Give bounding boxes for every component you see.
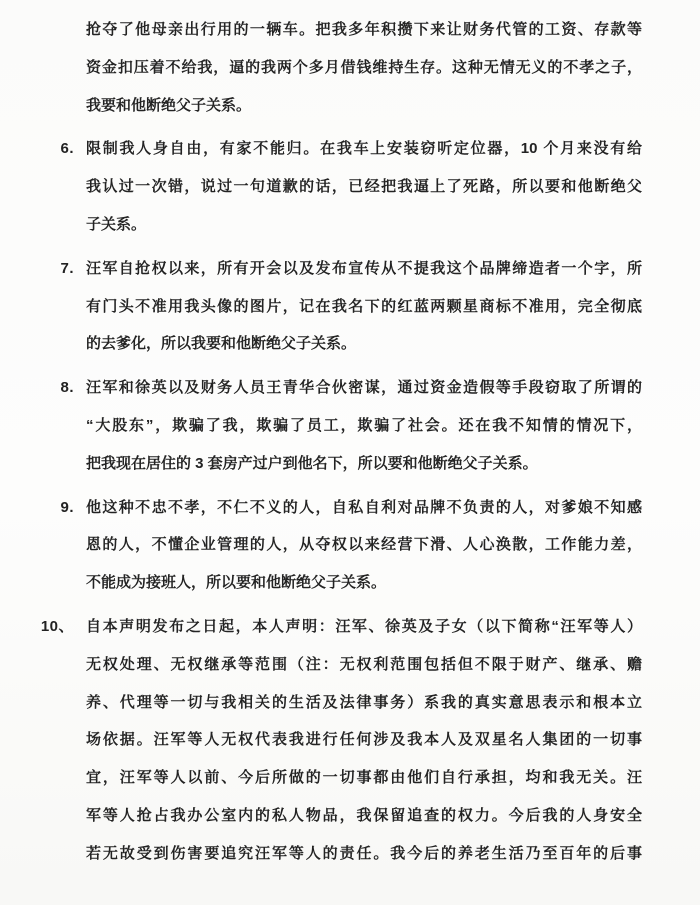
text-line: 汪军和徐英以及财务人员王青华合伙密谋，通过资金造假等手段窃取了所谓的 (86, 379, 642, 397)
paragraph-number: 10、 (40, 617, 74, 635)
text-line: 自本声明发布之日起，本人声明：汪军、徐英及子女（以下简称“汪军等人） (86, 617, 642, 635)
text-line: 的去爹化，所以我要和他断绝父子关系。 (86, 335, 357, 353)
paragraph-number: 8. (60, 379, 74, 397)
text-line: 无权处理、无权继承等范围（注：无权利范围包括但不限于财产、继承、赡 (86, 655, 642, 673)
text-line: 场依据。汪军等人无权代表我进行任何涉及我本人及双星名人集团的一切事 (86, 731, 642, 749)
text-line: 有门头不准用我头像的图片，记在我名下的红蓝两颗星商标不准用，完全彻底 (86, 297, 642, 315)
text-line: 抢夺了他母亲出行用的一辆车。把我多年积攒下来让财务代管的工资、存款等 (86, 21, 642, 38)
paragraph-number: 6. (60, 140, 74, 158)
paragraph-item-7 (60, 250, 642, 363)
text-line: 宜，汪军等人以前、今后所做的一切事都由他们自行承担，均和我无关。汪 (86, 769, 642, 787)
paragraph-item-10 (40, 608, 642, 873)
paragraph-item-8 (60, 369, 642, 482)
text-line: 子关系。 (86, 215, 147, 233)
paragraph-number: 7. (60, 259, 74, 277)
paragraph-number: 9. (60, 498, 74, 516)
text-line: 我要和他断绝父子关系。 (86, 96, 252, 114)
text-line: 若无故受到伤害要追究汪军等人的责任。我今后的养老生活乃至百年的后事 (86, 844, 642, 862)
text-line: 他这种不忠不孝，不仁不义的人，自私自利对品牌不负责的人，对爹娘不知感 (86, 498, 642, 516)
text-line: 养、代理等一切与我相关的生活及法律事务）系我的真实意思表示和根本立 (86, 693, 642, 711)
text-line: 不能成为接班人，所以要和他断绝父子关系。 (86, 574, 387, 592)
text-line: 汪军自抢权以来，所有开会以及发布宣传从不提我这个品牌缔造者一个字，所 (86, 259, 642, 277)
text-line: 我认过一次错，说过一句道歉的话，已经把我逼上了死路，所以要和他断绝父 (86, 178, 642, 196)
text-line: 限制我人身自由，有家不能归。在我车上安装窃听定位器，10 个月来没有给 (86, 140, 642, 158)
text-line: 资金扣压着不给我，逼的我两个多月借钱维持生存。这种无情无义的不孝之子， (86, 58, 642, 76)
text-line: 把我现在居住的 3 套房产过户到他名下，所以要和他断绝父子关系。 (86, 454, 538, 472)
text-line: 恩的人，不懂企业管理的人，从夺权以来经营下滑、人心涣散，工作能力差， (86, 536, 642, 554)
text-line: “大股东”，欺骗了我，欺骗了员工，欺骗了社会。还在我不知情的情况下， (86, 416, 642, 434)
text-line: 军等人抢占我办公室内的私人物品，我保留追查的权力。今后我的人身安全 (86, 806, 642, 824)
paragraph-item-5-continuation (86, 11, 642, 124)
paragraph-item-6 (60, 130, 642, 243)
paragraph-item-9 (60, 489, 642, 602)
